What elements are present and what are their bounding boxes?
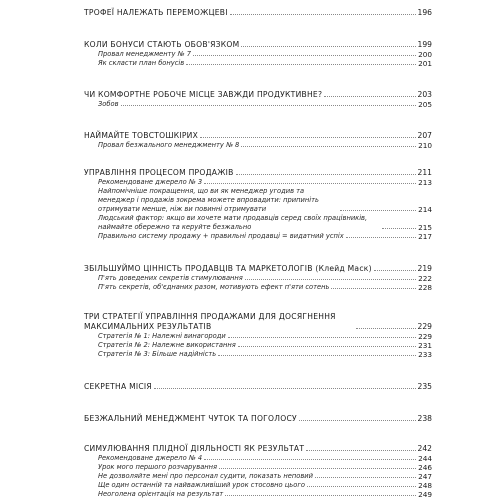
toc-subentry-title: Урок мого першого розчарування — [98, 463, 218, 471]
toc-entry[interactable] — [84, 8, 432, 18]
toc-entry-title: СИМУЛЮВАННЯ ПЛІДНОЇ ДІЯЛЬНОСТІ ЯК РЕЗУЛЬТАТ — [84, 444, 305, 453]
toc-subentry-title: Стратегія № 1: Належні винагороди — [98, 332, 226, 340]
toc-subentry-page: 205 — [418, 100, 432, 109]
toc-subentry[interactable] — [84, 178, 432, 187]
toc-entry[interactable] — [84, 168, 432, 178]
dot-leader — [236, 173, 416, 175]
dot-leader — [346, 236, 416, 238]
toc-entry-title: СЕКРЕТНА МІСІЯ — [84, 382, 152, 391]
toc-entry-page: 235 — [417, 382, 432, 391]
toc-entry-page: 219 — [417, 264, 432, 273]
toc-subentry-title: Провал менеджменту № 7 — [98, 50, 191, 58]
dot-leader — [315, 476, 416, 478]
toc-subentry-title: Стратегія № 3: Більше надійність — [98, 350, 217, 358]
toc-section — [84, 264, 432, 292]
toc-subentry[interactable] — [84, 50, 432, 59]
toc-subentry-page: 228 — [418, 283, 432, 292]
toc-subentry[interactable] — [84, 283, 432, 292]
toc-section — [84, 40, 432, 68]
toc-subentry[interactable] — [84, 100, 432, 109]
toc-subentry-page: 231 — [418, 341, 432, 350]
toc-entry[interactable] — [84, 414, 432, 424]
toc-subentry-title: Зобов — [98, 100, 119, 108]
toc-subentry[interactable] — [84, 472, 432, 481]
toc-subentry-title: Правильно систему продажу + правильні продавці = видатний успіх — [98, 232, 344, 240]
toc-entry-page: 238 — [417, 414, 432, 423]
toc-subentry[interactable] — [84, 490, 432, 499]
toc-entry-page: 229 — [417, 322, 432, 331]
toc-subentry-title: Рекомендоване джерело № 4 — [98, 454, 203, 462]
toc-section — [84, 414, 432, 424]
toc-entry-page: 203 — [417, 90, 432, 99]
toc-entry-title: ТРИ СТРАТЕГІЇ УПРАВЛІННЯ ПРОДАЖАМИ ДЛЯ ДОСЯГНЕННЯ МАКСИМАЛЬНИХ РЕЗУЛЬТАТІВ — [84, 312, 336, 331]
toc-subentry-title: Неоголена орієнтація на результат — [98, 490, 224, 498]
toc-entry-title: БЕЗЖАЛЬНИЙ МЕНЕДЖМЕНТ ЧУТОК ТА ПОГОЛОСУ — [84, 414, 297, 423]
toc-entry[interactable] — [84, 382, 432, 392]
toc-entry[interactable] — [84, 264, 432, 274]
toc-entry-page: 207 — [417, 131, 432, 140]
toc-subentry-page: 222 — [418, 274, 432, 283]
dot-leader — [225, 494, 416, 496]
toc-subentry-page: 244 — [418, 454, 432, 463]
toc-subentry-title: Провал безжального менеджменту № 8 — [98, 141, 240, 149]
dot-leader — [241, 145, 416, 147]
toc-subentry[interactable] — [84, 214, 432, 232]
dot-leader — [324, 95, 415, 97]
toc-subentry-page: 229 — [418, 332, 432, 341]
dot-leader — [121, 104, 417, 106]
toc-subentry-title: Не дозволяйте мені про персонал судити, показать неповий — [98, 472, 313, 480]
toc-subentry-page: 217 — [418, 232, 432, 241]
dot-leader — [331, 287, 416, 289]
toc-section — [84, 382, 432, 392]
toc-subentry[interactable] — [84, 341, 432, 350]
toc-subentry[interactable] — [84, 187, 432, 214]
toc-subentry-page: 233 — [418, 350, 432, 359]
toc-subentry-page: 247 — [418, 472, 432, 481]
toc-entry[interactable] — [84, 90, 432, 100]
dot-leader — [241, 45, 415, 47]
toc-entry-title: НАЙМАЙТЕ ТОВСТОШКІРИХ — [84, 131, 199, 140]
toc-subentry-page: 215 — [418, 223, 432, 232]
toc-entry-title: ЧИ КОМФОРТНЕ РОБОЧЕ МІСЦЕ ЗАВЖДИ ПРОДУКТИВНЕ? — [84, 90, 323, 99]
toc-subentry-page: 249 — [418, 490, 432, 499]
dot-leader — [228, 336, 416, 338]
toc-subentry-page: 248 — [418, 481, 432, 490]
toc-subentry[interactable] — [84, 274, 432, 283]
toc-section — [84, 444, 432, 499]
toc-subentry-title: Стратегія № 2: Належне використання — [98, 341, 236, 349]
toc-entry-title: КОЛИ БОНУСИ СТАЮТЬ ОБОВ'ЯЗКОМ — [84, 40, 240, 49]
toc-subentry-page: 201 — [418, 59, 432, 68]
dot-leader — [204, 182, 416, 184]
toc-entry[interactable] — [84, 444, 432, 454]
dot-leader — [382, 227, 416, 229]
dot-leader — [245, 278, 416, 280]
toc-entry[interactable] — [84, 40, 432, 50]
dot-leader — [356, 327, 416, 329]
toc-entry-title: ТРОФЕЇ НАЛЕЖАТЬ ПЕРЕМОЖЦЕВІ — [84, 8, 228, 17]
toc-section — [84, 312, 432, 359]
toc-subentry-title: Як скласти план бонусів — [98, 59, 185, 67]
toc-section — [84, 90, 432, 109]
toc-subentry-title: П'ять доведених секретів стимулювання — [98, 274, 243, 282]
toc-subentry[interactable] — [84, 141, 432, 150]
toc-section — [84, 131, 432, 150]
dot-leader — [307, 485, 416, 487]
toc-subentry-title: Найпомічніше покращення, що ви як менеджер угодив та менеджер і продажів зокрема можете впровадити: припиніть отримувати менше, ніж ви повинні отримувати — [98, 187, 319, 213]
dot-leader — [218, 354, 416, 356]
toc-subentry-page: 200 — [418, 50, 432, 59]
toc-section — [84, 168, 432, 241]
dot-leader — [193, 54, 416, 56]
toc-subentry[interactable] — [84, 350, 432, 359]
toc-subentry[interactable] — [84, 481, 432, 490]
toc-entry-page: 211 — [417, 168, 432, 177]
toc-subentry[interactable] — [84, 59, 432, 68]
toc-subentry[interactable] — [84, 232, 432, 241]
toc-subentry[interactable] — [84, 332, 432, 341]
toc-subentry-page: 210 — [418, 141, 432, 150]
toc-subentry-page: 246 — [418, 463, 432, 472]
dot-leader — [186, 63, 416, 65]
toc-subentry[interactable] — [84, 454, 432, 463]
toc-subentry-title: Рекомендоване джерело № 3 — [98, 178, 203, 186]
toc-entry[interactable] — [84, 312, 432, 332]
dot-leader — [299, 419, 416, 421]
dot-leader — [200, 136, 415, 138]
toc-subentry-title: Людський фактор: якщо ви хочете мати продавців серед своїх працівників, наймайте обережно та керуйте безжально — [98, 214, 368, 231]
dot-leader — [340, 209, 416, 211]
toc-subentry-page: 213 — [418, 178, 432, 187]
toc-entry-page: 199 — [417, 40, 432, 49]
toc-entry-page: 196 — [417, 8, 432, 17]
toc-entry-page: 242 — [417, 444, 432, 453]
toc-section — [84, 8, 432, 18]
dot-leader — [204, 458, 416, 460]
toc-entry-title: УПРАВЛІННЯ ПРОЦЕСОМ ПРОДАЖІВ — [84, 168, 234, 177]
dot-leader — [230, 13, 416, 15]
toc-entry[interactable] — [84, 131, 432, 141]
toc-subentry-page: 214 — [418, 205, 432, 214]
dot-leader — [154, 387, 416, 389]
dot-leader — [238, 345, 416, 347]
toc-entry-title: ЗБІЛЬШУЙМО ЦІННІСТЬ ПРОДАВЦІВ ТА МАРКЕТОЛОГІВ (Клейд Маск) — [84, 264, 372, 273]
dot-leader — [219, 467, 416, 469]
toc-subentry-title: Ще один останній та найважливіший урок стосовно цього — [98, 481, 305, 489]
dot-leader — [306, 449, 415, 451]
toc-subentry[interactable] — [84, 463, 432, 472]
toc-subentry-title: П'ять секретів, об'єднаних разом, мотивують ефект п'яти сотень — [98, 283, 330, 291]
dot-leader — [374, 269, 416, 271]
